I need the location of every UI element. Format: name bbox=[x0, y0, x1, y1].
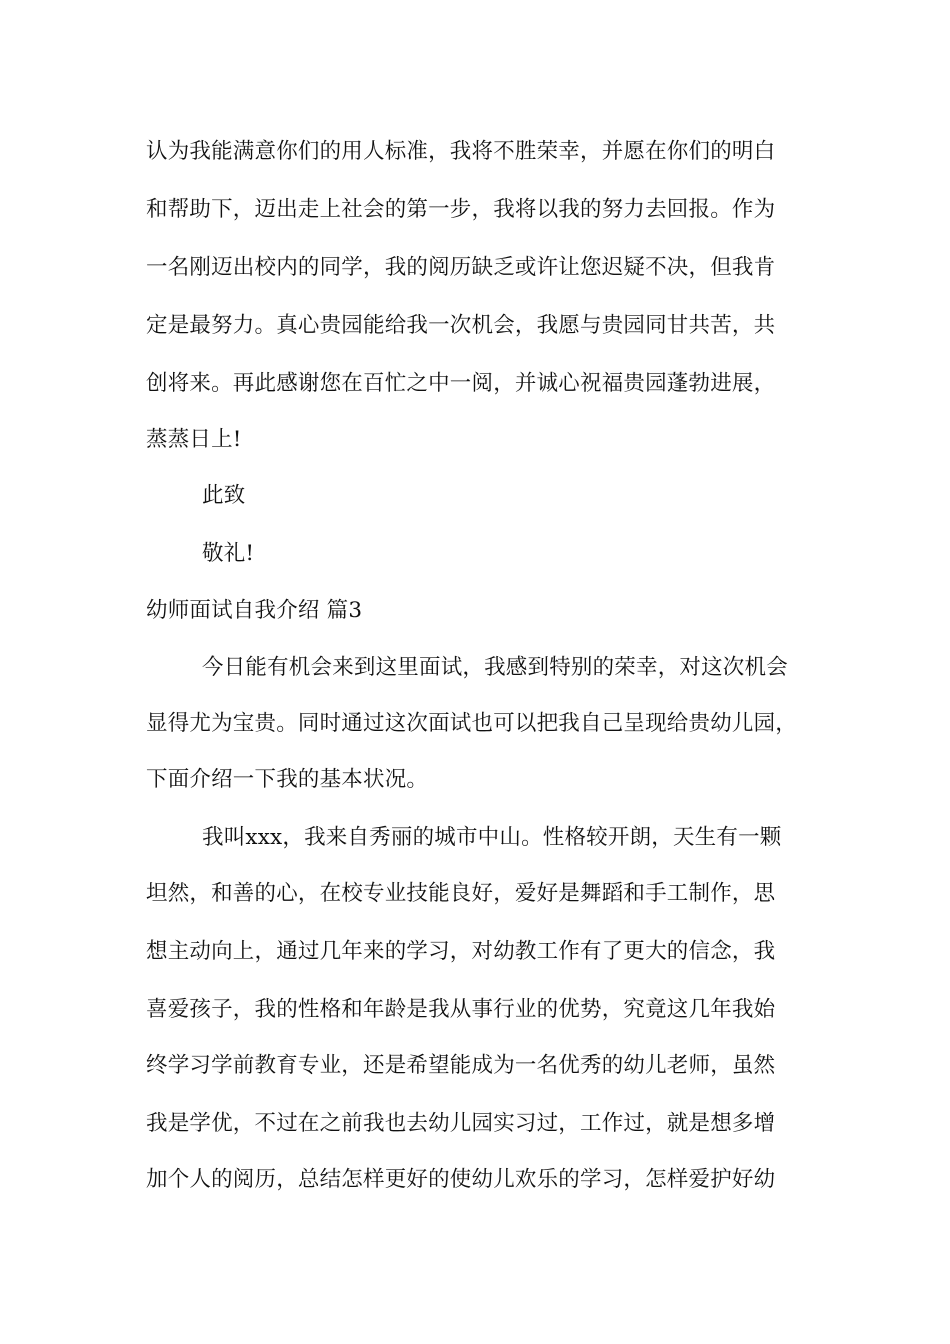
paragraph-3-line-4: 喜爱孩子，我的性格和年龄是我从事行业的优势，究竟这几年我始 bbox=[146, 997, 776, 1022]
paragraph-1-line-6: 蒸蒸日上! bbox=[146, 427, 242, 452]
section-heading: 幼师面试自我介绍 篇3 bbox=[146, 598, 363, 623]
paragraph-3-line-7: 加个人的阅历，总结怎样更好的使幼儿欢乐的学习，怎样爱护好幼 bbox=[146, 1167, 776, 1192]
paragraph-1-line-2: 和帮助下，迈出走上社会的第一步，我将以我的努力去回报。作为 bbox=[146, 197, 776, 222]
closing-salutation: 此致 bbox=[202, 483, 246, 508]
paragraph-2-line-2: 显得尤为宝贵。同时通过这次面试也可以把我自己呈现给贵幼儿园， bbox=[146, 711, 798, 736]
paragraph-3-line-3: 想主动向上，通过几年来的学习，对幼教工作有了更大的信念，我 bbox=[146, 939, 776, 964]
paragraph-1-line-5: 创将来。再此感谢您在百忙之中一阅，并诚心祝福贵园蓬勃进展， bbox=[146, 371, 776, 396]
paragraph-3-line-2: 坦然，和善的心，在校专业技能良好，爱好是舞蹈和手工制作，思 bbox=[146, 881, 776, 906]
paragraph-3-line-5: 终学习学前教育专业，还是希望能成为一名优秀的幼儿老师，虽然 bbox=[146, 1053, 776, 1078]
paragraph-1-line-4: 定是最努力。真心贵园能给我一次机会，我愿与贵园同甘共苦，共 bbox=[146, 313, 776, 338]
paragraph-3-line-6: 我是学优，不过在之前我也去幼儿园实习过，工作过，就是想多增 bbox=[146, 1111, 776, 1136]
paragraph-3-line-1: 我叫xxx，我来自秀丽的城市中山。性格较开朗，天生有一颗 bbox=[202, 825, 782, 850]
paragraph-2-line-3: 下面介绍一下我的基本状况。 bbox=[146, 767, 429, 792]
paragraph-2-line-1: 今日能有机会来到这里面试，我感到特别的荣幸，对这次机会 bbox=[202, 655, 788, 680]
paragraph-1-line-1: 认为我能满意你们的用人标准，我将不胜荣幸，并愿在你们的明白 bbox=[146, 139, 776, 164]
paragraph-1-line-3: 一名刚迈出校内的同学，我的阅历缺乏或许让您迟疑不决，但我肯 bbox=[146, 255, 776, 280]
closing-regards: 敬礼! bbox=[202, 541, 255, 566]
